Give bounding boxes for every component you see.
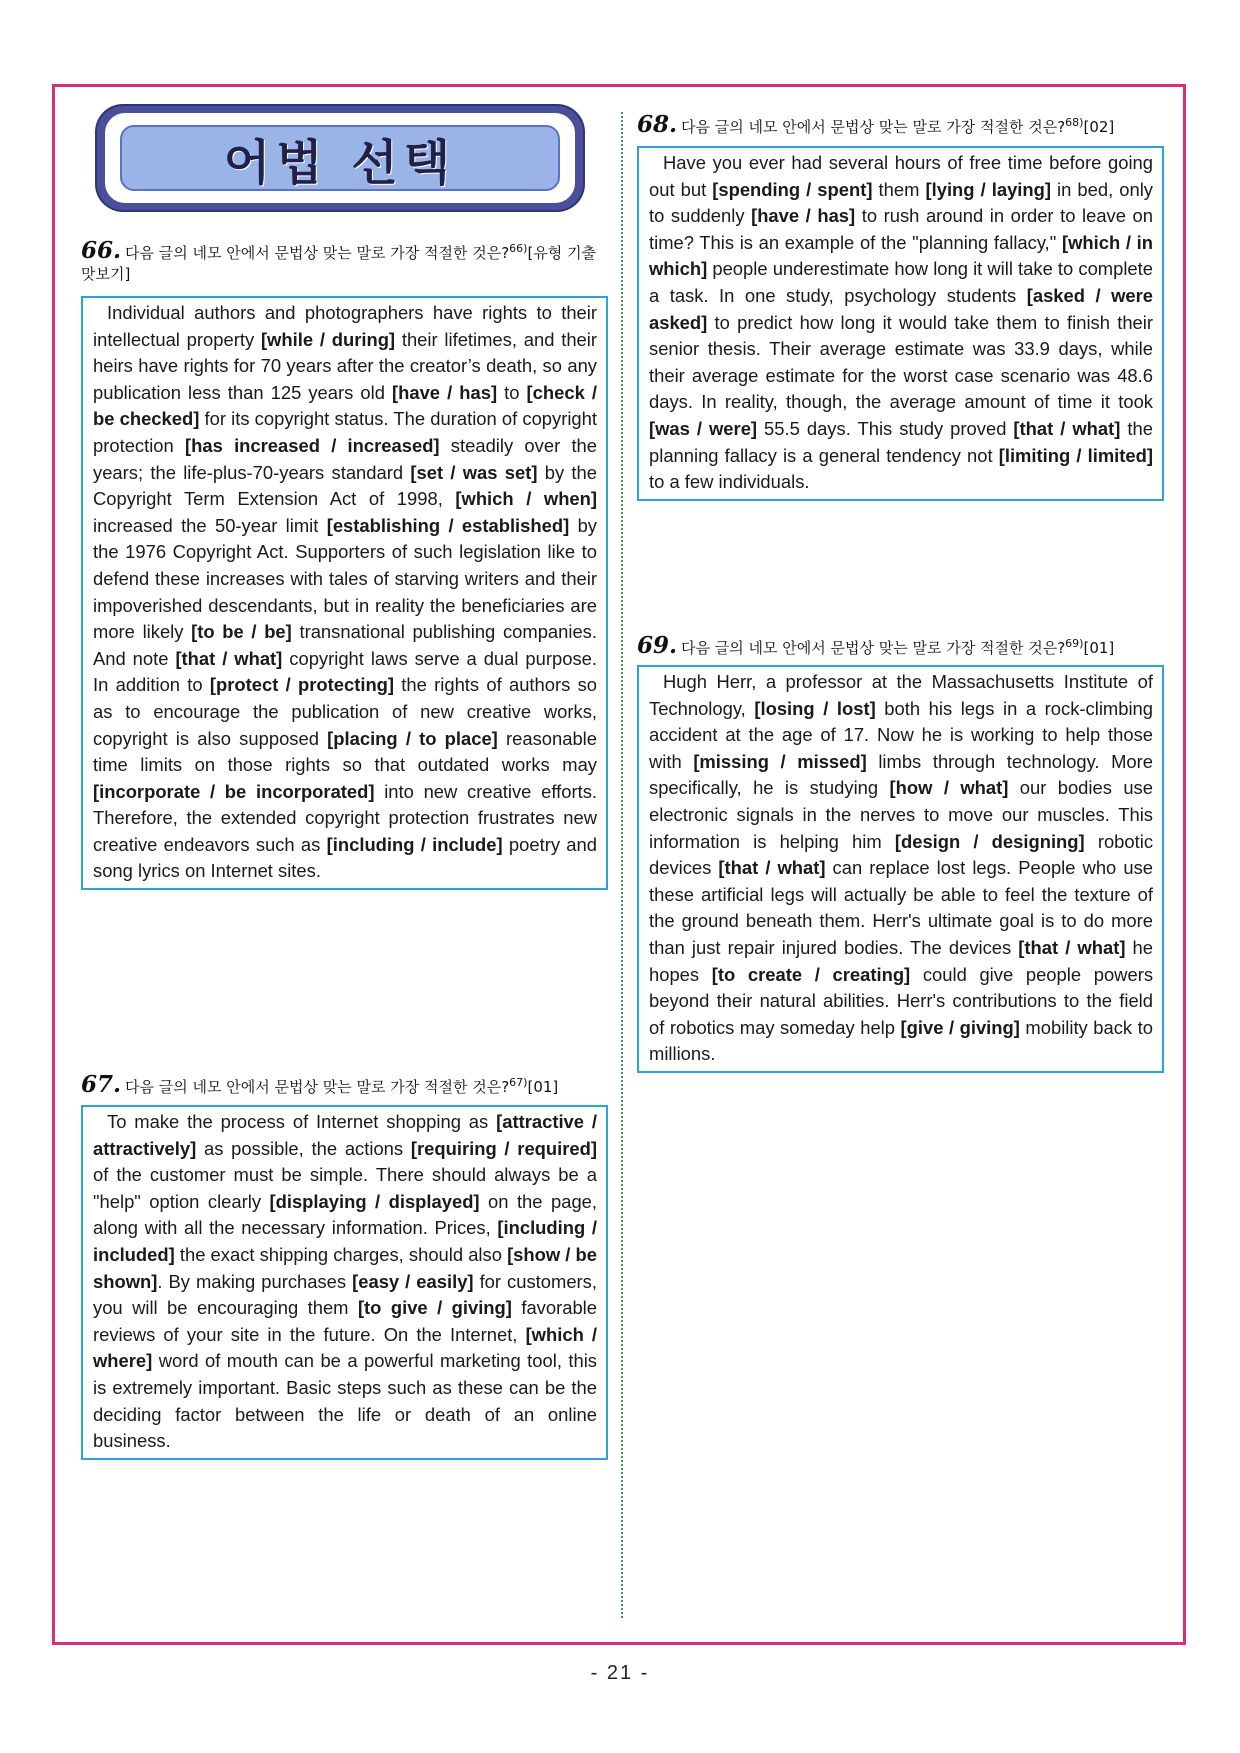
- grammar-choice: [that / what]: [1013, 417, 1121, 439]
- grammar-choice: [including / include]: [326, 833, 503, 855]
- passage-segment: Hugh Herr, a professor at the Massachusetts Institute of Technology,: [649, 671, 1153, 719]
- grammar-choice: [establishing / established]: [326, 514, 570, 536]
- grammar-choice: [losing / lost]: [754, 697, 876, 719]
- question-tag: [02]: [1083, 118, 1115, 136]
- section-title-banner: [97, 106, 583, 210]
- question-number: 66.: [81, 237, 122, 264]
- passage-segment: robotic devices: [649, 830, 1154, 879]
- grammar-choice: [easy / easily]: [352, 1270, 474, 1292]
- grammar-choice: [show / be shown]: [93, 1243, 597, 1292]
- grammar-choice: [to give / giving]: [357, 1297, 512, 1319]
- grammar-choice: [that / what]: [718, 857, 826, 879]
- question-tag: [01]: [1083, 639, 1115, 657]
- passage-segment: limbs through technology. More specifically, he is studying: [649, 750, 1153, 799]
- grammar-choice: [which / when]: [455, 488, 598, 510]
- question-prompt: 다음 글의 네모 안에서 문법상 맞는 말로 가장 적절한 것은?: [125, 1078, 510, 1096]
- grammar-choice: [limiting / limited]: [998, 444, 1154, 466]
- grammar-choice: [protect / protecting]: [209, 674, 395, 696]
- passage-segment: them: [872, 178, 926, 200]
- grammar-choice: [placing / to place]: [327, 727, 498, 749]
- passage-segment: increased the 50-year limit: [93, 514, 327, 536]
- grammar-choice: [while / during]: [260, 328, 396, 350]
- passage-segment: can replace lost legs. People who use these artificial legs will actually be able to feel the texture of the ground beneath them. Herr's ultimate goal is to do more than just repair injured bodies. The devices: [649, 857, 1153, 958]
- passage-segment: to predict how long it would take them to finish their senior thesis. Their average estimate was 33.9 days, while their average estimate for the worst case scenario was 48.6 days. In reality, though, the average amount of time it took: [649, 311, 1153, 413]
- grammar-choice: [which / where]: [93, 1323, 597, 1372]
- grammar-choice: [attractive / attractively]: [93, 1111, 597, 1159]
- passage-segment: steadily over the years; the life-plus-70-years standard: [93, 434, 598, 483]
- question-source: 68): [1065, 116, 1084, 129]
- grammar-choice: [that / what]: [1018, 936, 1126, 958]
- passage-segment: to: [497, 381, 527, 403]
- passage-segment: both his legs in a rock-climbing accident at the age of 17. Now he is working to help those with: [649, 697, 1154, 772]
- question-prompt: 다음 글의 네모 안에서 문법상 맞는 말로 가장 적절한 것은?: [681, 639, 1066, 657]
- grammar-choice: [displaying / displayed]: [269, 1190, 480, 1212]
- passage-segment: by the 1976 Copyright Act. Supporters of such legislation like to defend these increases with tales of starving writers and their impoverished descendants, but in reality the beneficiaries are more likely: [93, 514, 597, 643]
- grammar-choice: [has increased / increased]: [185, 434, 440, 456]
- passage-segment: by the Copyright Term Extension Act of 1998,: [93, 461, 598, 510]
- passage-segment: the planning fallacy is a general tendency not: [649, 417, 1153, 466]
- question-tag: [유형 기출 맛보기]: [81, 244, 597, 283]
- passage-67: [81, 1105, 608, 1460]
- grammar-choice: [including / included]: [93, 1217, 597, 1265]
- passage-segment: 55.5 days. This study proved: [757, 417, 1014, 439]
- column-divider: [621, 112, 623, 1618]
- section-title: 어법 선택: [223, 134, 457, 191]
- passage-segment: favorable reviews of your site in the future. On the Internet,: [93, 1297, 597, 1345]
- passage-text: [649, 669, 1153, 1068]
- passage-text: [93, 1109, 597, 1455]
- passage-segment: To make the process of Internet shopping as: [107, 1111, 497, 1132]
- passage-text: [93, 300, 597, 885]
- passage-segment: poetry and song lyrics on Internet sites.: [93, 833, 597, 882]
- grammar-choice: [which / in which]: [649, 231, 1153, 280]
- question-prompt: 다음 글의 네모 안에서 문법상 맞는 말로 가장 적절한 것은?: [125, 244, 510, 262]
- passage-segment: their lifetimes, and their heirs have rights for 70 years after the creator’s death, so any publication less than 125 years old: [93, 328, 597, 403]
- question-number: 67.: [81, 1071, 122, 1098]
- page-number: - 21 -: [590, 1662, 650, 1684]
- passage-segment: on the page, along with all the necessary information. Prices,: [93, 1190, 598, 1239]
- grammar-choice: [lying / laying]: [925, 178, 1051, 200]
- passage-segment: of the customer must be simple. There should always be a "help" option clearly: [93, 1164, 597, 1212]
- grammar-choice: [incorporate / be incorporated]: [93, 780, 375, 802]
- passage-segment: word of mouth can be a powerful marketing tool, this is extremely important. Basic steps such as these can be the deciding factor between the life or death of an online business.: [93, 1350, 597, 1452]
- question-number: 69.: [637, 632, 678, 659]
- passage-segment: copyright laws serve a dual purpose. In addition to: [93, 647, 597, 696]
- passage-segment: the rights of authors so as to encourage the publication of new creative works, copyright is also supposed: [93, 674, 597, 749]
- passage-segment: Individual authors and photographers have rights to their intellectual property: [93, 302, 597, 350]
- passage-segment: reasonable time limits on those rights so that outdated works may: [93, 727, 597, 776]
- passage-segment: mobility back to millions.: [649, 1016, 1153, 1065]
- passage-segment: into new creative efforts. Therefore, the extended copyright protection frustrates new creative endeavors such as: [93, 780, 598, 855]
- question-number: 68.: [637, 111, 678, 138]
- question-header-67: [81, 1072, 608, 1098]
- grammar-choice: [requiring / required]: [410, 1137, 597, 1159]
- question-tag: [01]: [527, 1078, 559, 1096]
- grammar-choice: [set / was set]: [410, 461, 538, 483]
- passage-segment: Have you ever had several hours of free time before going out but: [649, 152, 1153, 200]
- passage-segment: transnational publishing companies. And note: [93, 621, 597, 669]
- question-source: 69): [1065, 637, 1084, 650]
- grammar-choice: [give / giving]: [900, 1016, 1020, 1038]
- passage-segment: the exact shipping charges, should also: [174, 1243, 508, 1265]
- passage-text: [649, 150, 1153, 496]
- passage-segment: for customers, you will be encouraging them: [93, 1270, 597, 1319]
- question-header-68: [637, 112, 1164, 138]
- grammar-choice: [to be / be]: [191, 621, 292, 643]
- grammar-choice: [to create / creating]: [711, 963, 911, 985]
- passage-segment: people underestimate how long it will take to complete a task. In one study, psychology students: [649, 258, 1153, 306]
- passage-segment: he hopes: [649, 936, 1153, 985]
- grammar-choice: [have / has]: [751, 205, 856, 227]
- passage-69: [637, 665, 1164, 1073]
- grammar-choice: [have / has]: [391, 381, 498, 403]
- question-header-69: [637, 633, 1164, 659]
- passage-segment: to rush around in order to leave on time? This is an example of the "planning fallacy,": [649, 205, 1153, 253]
- grammar-choice: [asked / were asked]: [649, 284, 1153, 333]
- grammar-choice: [spending / spent]: [712, 178, 873, 200]
- passage-segment: . By making purchases: [157, 1270, 353, 1292]
- passage-segment: our bodies use electronic signals in the nerves to move our muscles. This information is helping him: [649, 777, 1153, 852]
- question-header-66: [81, 238, 608, 285]
- grammar-choice: [was / were]: [649, 417, 758, 439]
- passage-66: [81, 296, 608, 890]
- passage-68: [637, 146, 1164, 501]
- question-source: 67): [509, 1076, 528, 1089]
- grammar-choice: [how / what]: [889, 777, 1009, 799]
- passage-segment: to a few individuals.: [649, 471, 810, 493]
- grammar-choice: [design / designing]: [894, 830, 1085, 852]
- grammar-choice: [missing / missed]: [693, 750, 867, 772]
- passage-segment: for its copyright status. The duration of copyright protection: [93, 408, 597, 456]
- question-source: 66): [509, 242, 528, 255]
- passage-segment: in bed, only to suddenly: [649, 178, 1153, 227]
- grammar-choice: [that / what]: [175, 647, 283, 669]
- passage-segment: could give people powers beyond their natural abilities. Herr's contributions to the field of robotics may someday help: [649, 963, 1154, 1038]
- grammar-choice: [check / be checked]: [93, 381, 597, 430]
- question-prompt: 다음 글의 네모 안에서 문법상 맞는 말로 가장 적절한 것은?: [681, 118, 1066, 136]
- passage-segment: as possible, the actions: [196, 1137, 411, 1159]
